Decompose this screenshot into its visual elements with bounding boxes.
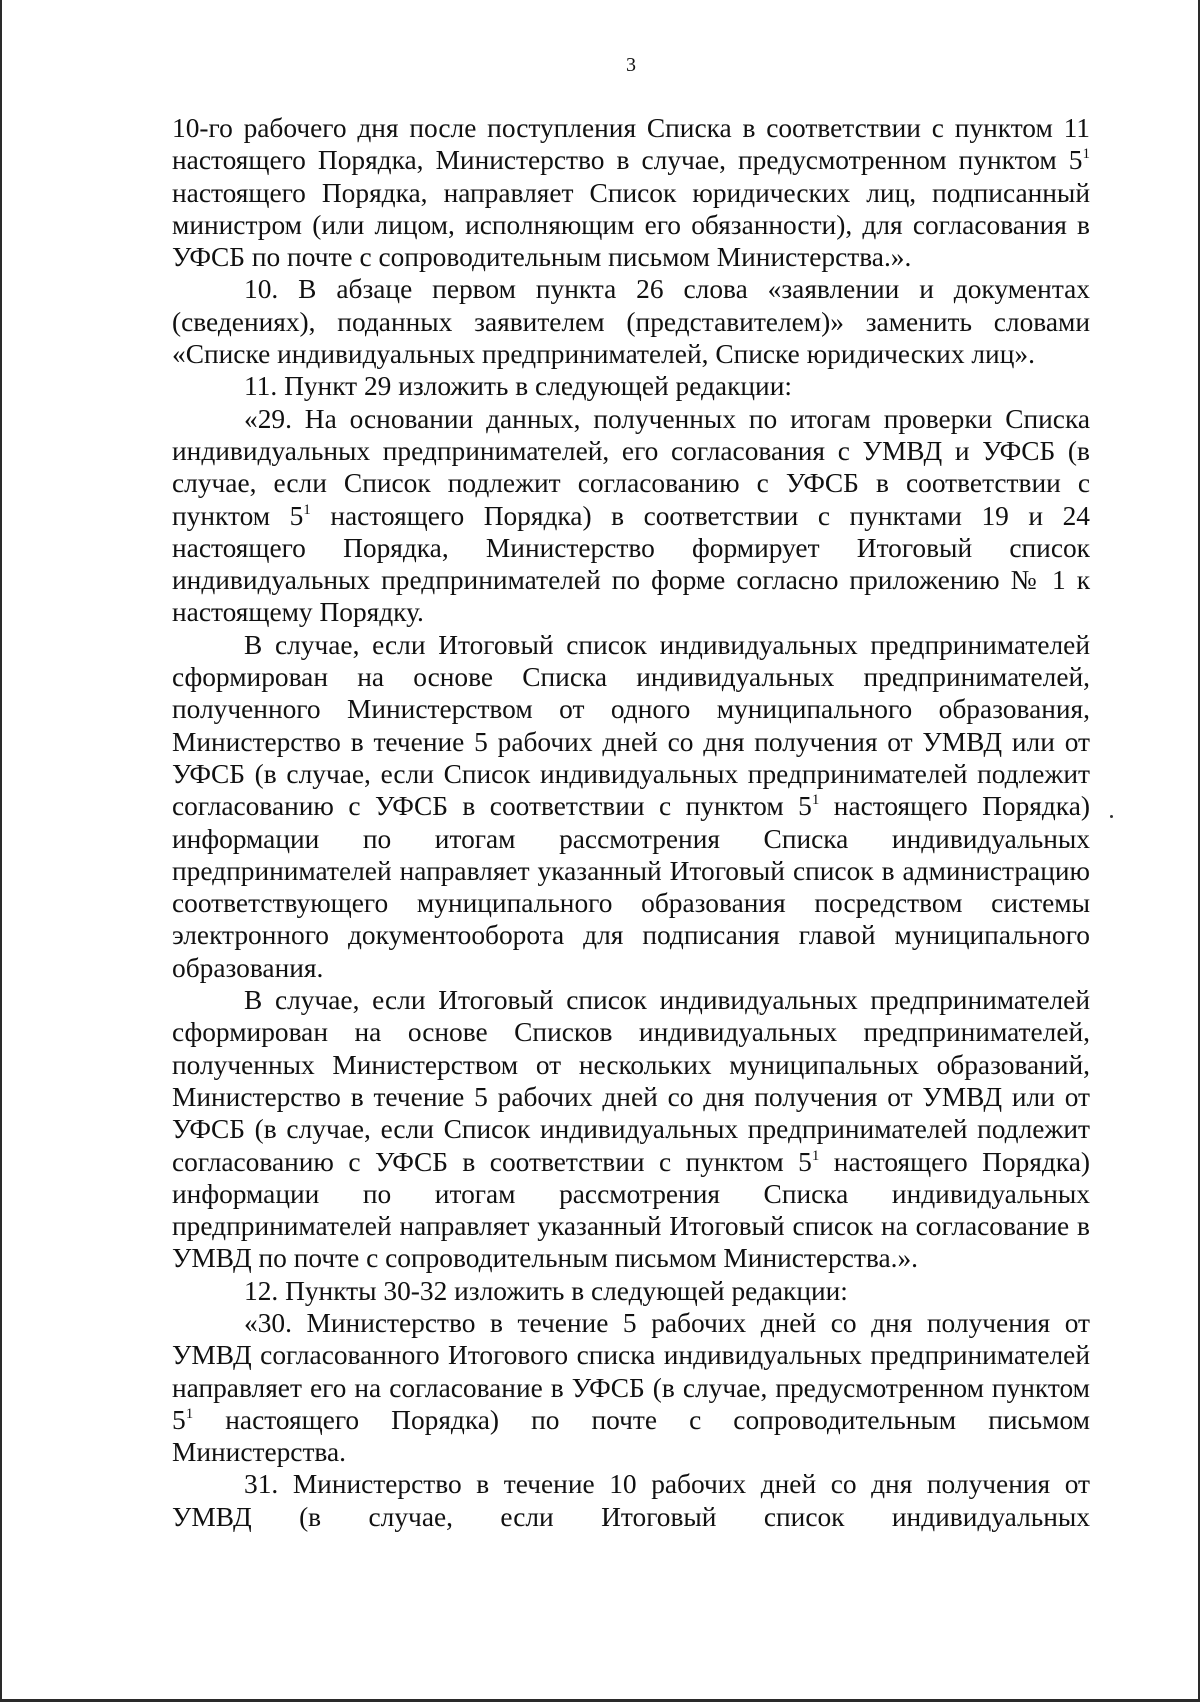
paragraph [172, 112, 1090, 273]
superscript: 1 [811, 792, 820, 809]
page-number: 3 [626, 54, 636, 76]
paragraph [172, 984, 1090, 1275]
paragraph [172, 1468, 1090, 1533]
paragraph [172, 273, 1090, 370]
paragraph-text: «29. На основании данных, полученных по итогам проверки Списка индивидуальных предпринимателей, его согласования с УМВД и УФСБ (в случае, если Список подлежит согласованию с УФСБ в соответствии с пунктом 5 [172, 403, 1090, 531]
paragraph-text: настоящего Порядка, направляет Список юридических лиц, подписанный министром (или лицом, исполняющим его обязанности), для согласования в УФСБ по почте с сопроводительным письмом Министерства.». [172, 177, 1090, 273]
paragraph-text: 12. Пункты 30-32 изложить в следующей редакции: [244, 1275, 848, 1306]
paragraph-text: В случае, если Итоговый список индивидуальных предпринимателей сформирован на основе Списка индивидуальных предпринимателей, полученного Министерством от одного муниципального образования, Министерство в течение 5 рабочих дней со дня получения от УМВД или от УФСБ (в случае, если Список индивидуальных предпринимателей подлежит согласованию с УФСБ в соответствии с пунктом 5 [172, 629, 1090, 822]
paragraph [172, 1275, 1090, 1307]
paragraph [172, 629, 1090, 984]
paragraph-text: настоящего Порядка) в соответствии с пунктами 19 и 24 настоящего Порядка, Министерство формирует Итоговый список индивидуальных предпринимателей по форме согласно приложению № 1 к настоящему Порядку. [172, 500, 1090, 628]
document-body [172, 112, 1090, 1533]
paragraph-text: настоящего Порядка) информации по итогам рассмотрения Списка индивидуальных предпринимателей направляет указанный Итоговый список на согласование в УМВД по почте с сопроводительным письмом Министерства.». [172, 1146, 1090, 1274]
scan-speck [1110, 815, 1113, 818]
paragraph-text: 31. Министерство в течение 10 рабочих дней со дня получения от УМВД (в случае, если Итоговый список индивидуальных [172, 1469, 1090, 1532]
superscript: 1 [811, 1147, 820, 1164]
paragraph [172, 1307, 1090, 1468]
paragraph-text: настоящего Порядка) по почте с сопроводительным письмом Министерства. [172, 1404, 1090, 1468]
paragraph-text: 10-го рабочего дня после поступления Списка в соответствии с пунктом 11 настоящего Порядка, Министерство в случае, предусмотренном пунктом 5 [172, 113, 1090, 176]
paragraph [172, 403, 1090, 629]
superscript: 1 [1082, 146, 1090, 163]
superscript: 1 [185, 1405, 194, 1422]
superscript: 1 [303, 501, 311, 518]
paragraph-text: «30. Министерство в течение 5 рабочих дней со дня получения от УМВД согласованного Итогового списка индивидуальных предпринимателей направляет его на согласование в УФСБ (в случае, предусмотренном пунктом 5 [172, 1307, 1090, 1435]
paragraph-text: 10. В абзаце первом пункта 26 слова «заявлении и документах (сведениях), поданных заявителем (представителем)» заменить словами «Списке индивидуальных предпринимателей, Списке юридических лиц». [172, 274, 1090, 370]
paragraph [172, 370, 1090, 402]
paragraph-text: 11. Пункт 29 изложить в следующей редакции: [244, 371, 792, 402]
scan-edge-left [0, 0, 2, 1702]
paragraph-text: настоящего Порядка) информации по итогам рассмотрения Списка индивидуальных предпринимателей направляет указанный Итоговый список в администрацию соответствующего муниципального образования посредством системы электронного документооборота для подписания главой муниципального образования. [172, 791, 1090, 983]
paragraph-text: В случае, если Итоговый список индивидуальных предпринимателей сформирован на основе Списков индивидуальных предпринимателей, полученных Министерством от нескольких муниципальных образований, Министерство в течение 5 рабочих дней со дня получения от УМВД или от УФСБ (в случае, если Список индивидуальных предпринимателей подлежит согласованию с УФСБ в соответствии с пунктом 5 [172, 985, 1090, 1177]
